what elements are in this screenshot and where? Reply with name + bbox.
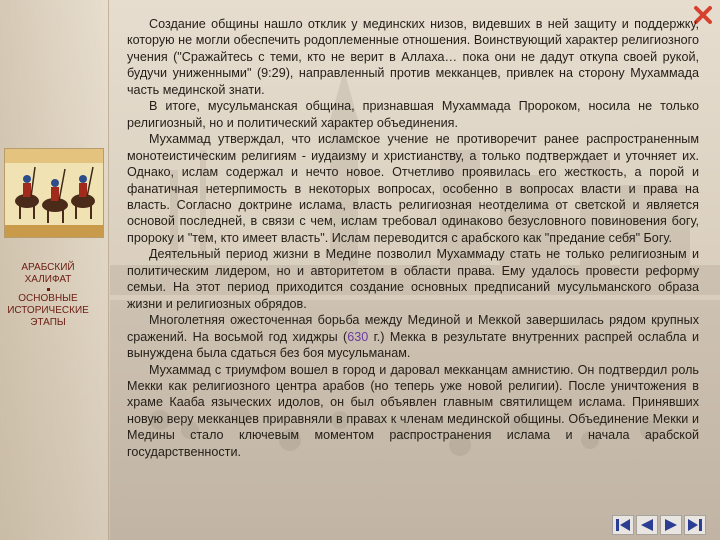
- previous-slide-icon: [639, 518, 655, 532]
- paragraph: В итоге, мусульманская община, признавшая Мухаммада Пророком, носила не только религиозный, но и политический характер объединения.: [127, 99, 699, 130]
- separator-dot: [47, 288, 50, 291]
- main-text: [127, 16, 699, 460]
- paragraph: Мухаммад утверждал, что исламское учение не противоречит ранее распространенным монотеистическим религиям - иудаизму и христианству, а только подтверждает и уточняет их. Однако, ислам содержал и нечто новое. Отчетливо проявилась его жесткость, а порой и фанатичная нетерпимость в некоторых вопросах, особенно в вопросах власти и права на власть. Согласно доктрине ислама, власть религиозная неотделима от светской и является основой последней, в связи с чем, ислам требовал одинаково безусловного повиновения богу, пророку и "тем, кто имеет власть". Ислам переводится с арабского как "предание себя" Богу.: [127, 132, 699, 245]
- sidebar: [0, 0, 109, 540]
- paragraph: Деятельный период жизни в Медине позволил Мухаммаду стать не только религиозным и политическим лидером, но и авторитетом в области права. Ему удалось провести реформу семьи. На этот период приходится создание основных предписаний мусульманского образа жизни и религиозных обрядов.: [127, 247, 699, 311]
- last-slide-button[interactable]: [684, 515, 706, 535]
- sidebar-title-line: АРАБСКИЙ: [21, 262, 75, 273]
- first-slide-icon: [615, 518, 631, 532]
- sidebar-title-line: ОСНОВНЫЕ: [18, 293, 78, 304]
- first-slide-button[interactable]: [612, 515, 634, 535]
- paragraph: Мухаммад с триумфом вошел в город и даровал мекканцам амнистию. Он подтвердил роль Мекки как религиозного центра арабов (но теперь уже новой религии). После уничтожения в храме Кааба языческих идолов, он был объявлен главным святилищем ислама. Принявших новую веру мекканцев приравняли в правах к членам мединской общины. Объединение Мекки и Медины стало ключевым моментом распространения ислама и начала арабской государственности.: [127, 362, 699, 459]
- paragraph: [127, 312, 699, 361]
- paragraph-text: г.) Мекка в результате внутренних распрей ослабла и вынуждена была сдаться без боя мусульманам.: [127, 329, 699, 361]
- date-highlight: 630: [347, 329, 369, 344]
- sidebar-title-line: ИСТОРИЧЕСКИЕ: [7, 305, 89, 316]
- sidebar-title-line: ЭТАПЫ: [30, 317, 66, 328]
- previous-slide-button[interactable]: [636, 515, 658, 535]
- next-slide-icon: [663, 518, 679, 532]
- next-slide-button[interactable]: [660, 515, 682, 535]
- horsemen-miniature-image: [4, 148, 104, 238]
- sidebar-title: [0, 262, 96, 329]
- slide-navigation: [612, 515, 712, 535]
- paragraph: Создание общины нашло отклик у мединских низов, видевших в ней защиту и поддержку, которую не могли обеспечить родоплеменные отношения. Воинствующий характер религиозного учения ("Сражайтесь с теми, кто не верит в Аллаха… пока они не дадут откупа своей рукой, будучи униженными" (9:29), направленный против мекканцев, привлек на сторону Мухаммада часть мединской знати.: [127, 17, 699, 97]
- sidebar-title-line: ХАЛИФАТ: [24, 274, 72, 285]
- paragraph-text: Многолетняя ожесточенная борьба между Мединой и Меккой завершилась рядом крупных сражений. На восьмой год хиджры (: [127, 313, 699, 344]
- last-slide-icon: [687, 518, 703, 532]
